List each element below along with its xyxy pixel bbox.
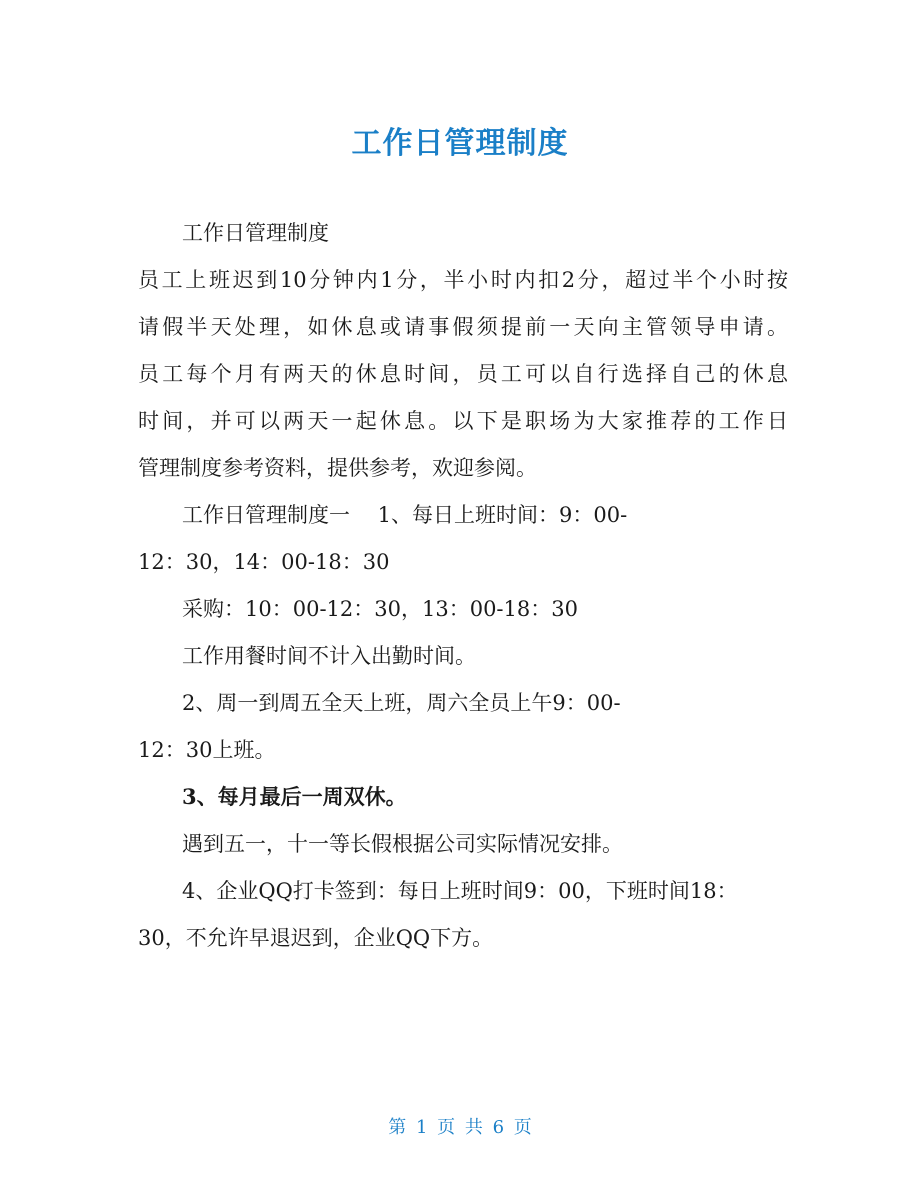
paragraph-line: 工作用餐时间不计入出勤时间。 xyxy=(182,644,476,668)
document-title: 工作日管理制度 xyxy=(351,126,569,161)
paragraph-line: 2、周一到周五全天上班，周六全员上午9：00- xyxy=(182,691,621,715)
paragraph-line: 员工上班迟到10分钟内1分，半小时内扣2分，超过半个小时按 xyxy=(138,268,788,292)
paragraph-line-bold: 3、每月最后一周双休。 xyxy=(182,784,407,809)
paragraph-line: 管理制度参考资料，提供参考，欢迎参阅。 xyxy=(138,456,537,480)
paragraph-line: 遇到五一，十一等长假根据公司实际情况安排。 xyxy=(182,832,623,856)
paragraph-line: 12：30，14：00-18：30 xyxy=(138,550,390,574)
paragraph-line: 4、企业QQ打卡签到：每日上班时间9：00，下班时间18： xyxy=(182,879,738,903)
intro-heading: 工作日管理制度 xyxy=(182,221,329,245)
paragraph-line: 工作日管理制度一 1、每日上班时间：9：00- xyxy=(182,503,628,527)
paragraph-line: 12：30上班。 xyxy=(138,738,276,762)
paragraph-line: 请假半天处理，如休息或请事假须提前一天向主管领导申请。 xyxy=(138,315,788,339)
paragraph-line: 采购：10：00-12：30，13：00-18：30 xyxy=(182,597,578,621)
paragraph-line: 员工每个月有两天的休息时间，员工可以自行选择自己的休息 xyxy=(138,362,788,386)
paragraph-line: 时间，并可以两天一起休息。以下是职场为大家推荐的工作日 xyxy=(138,409,788,433)
paragraph-line: 30，不允许早退迟到，企业QQ下方。 xyxy=(138,926,494,950)
page-number-footer: 第 1 页 共 6 页 xyxy=(388,1117,532,1138)
